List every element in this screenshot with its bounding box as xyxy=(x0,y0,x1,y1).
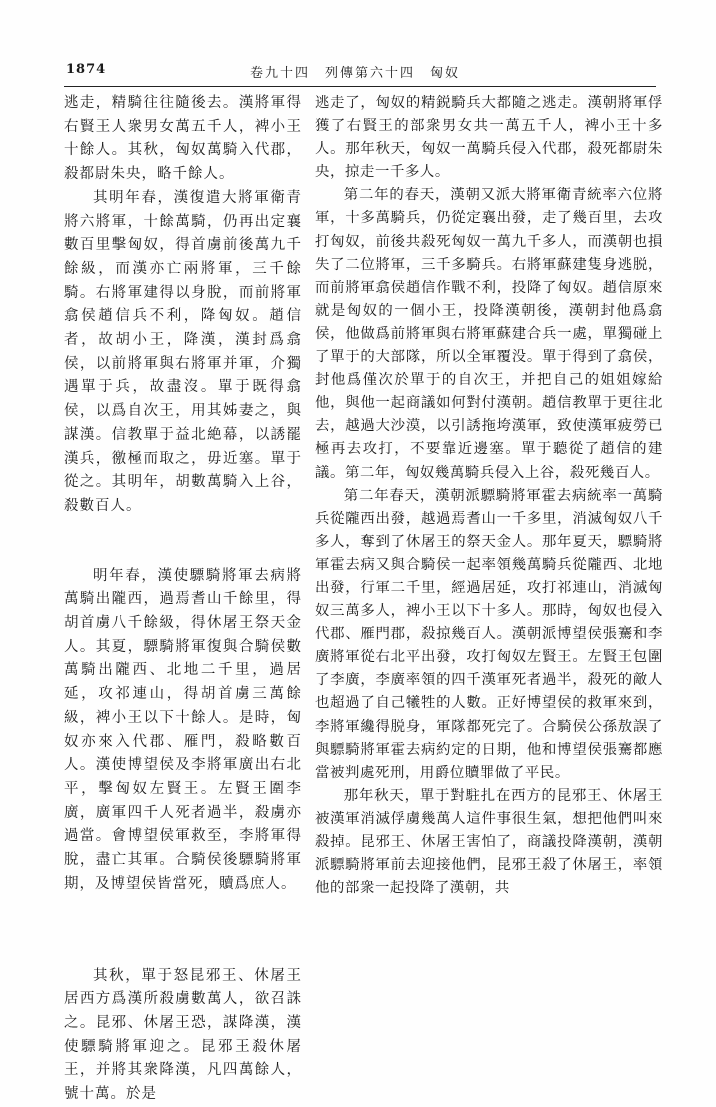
paragraph-gap xyxy=(64,897,302,965)
running-title: 卷九十四 列傳第六十四 匈奴 xyxy=(250,66,461,81)
header-rule xyxy=(64,86,656,87)
classical-paragraph: 逃走，精騎往往隨後去。漢將軍得右賢王人衆男女萬五千人，裨小王十餘人。其秋，匈奴萬騎入代郡，殺都尉朱央，略千餘人。 xyxy=(64,95,302,183)
page-header xyxy=(40,62,676,84)
translation-text-column xyxy=(315,92,663,900)
classical-paragraph: 其秋，單于怒昆邪王、休屠王居西方爲漢所殺虜數萬人，欲召誅之。昆邪、休屠王恐，謀降漢，漢使驃騎將軍迎之。昆邪王殺休屠王，并將其衆降漢，凡四萬餘人，號十萬。於是 xyxy=(64,967,302,1103)
translation-paragraph: 那年秋天，單于對駐扎在西方的昆邪王、休屠王被漢軍消滅俘虜幾萬人這件事很生氣，想把他們叫來殺掉。昆邪王、休屠王害怕了，商議投降漢朝，漢朝派驃騎將軍前去迎接他們，昆邪王殺了休屠王，率領他的部衆一起投降了漢朝，共 xyxy=(315,787,663,897)
paragraph-gap xyxy=(64,519,302,565)
classical-paragraph: 明年春，漢使驃騎將軍去病將萬騎出隴西，過焉耆山千餘里，得胡首虜八千餘級，得休屠王祭天金人。其夏，驃騎將軍復與合騎侯數萬騎出隴西、北地二千里，過居延，攻祁連山，得胡首虜三萬餘級，裨小王以下十餘人。是時，匈奴亦來入代郡、雁門，殺略數百人。漢使博望侯及李將軍廣出右北平，擊匈奴左賢王。左賢王圍李廣，廣軍四千人死者過半，殺虜亦過當。會博望侯軍救至，李將軍得脫，盡亡其軍。合騎侯後驃騎將軍期，及博望侯皆當死，贖爲庶人。 xyxy=(64,567,302,892)
classical-text-column xyxy=(64,92,302,1107)
translation-paragraph: 逃走了，匈奴的精鋭騎兵大都隨之逃走。漢朝將軍俘獲了右賢王的部衆男女共一萬五千人，裨小王十多人。那年秋天，匈奴一萬騎兵侵入代郡，殺死都尉朱央，掠走一千多人。 xyxy=(315,95,663,181)
translation-paragraph: 第二年的春天，漢朝又派大將軍衛青統率六位將軍，十多萬騎兵，仍從定襄出發，走了幾百里，去攻打匈奴，前後共殺死匈奴一萬九千多人，而漢朝也損失了二位將軍，三千多騎兵。右將軍蘇建隻身逃脱，而前將軍翕侯趙信作戰不利，投降了匈奴。趙信原來就是匈奴的一個小王，投降漢朝後，漢朝封他爲翕侯，他做爲前將軍與右將軍蘇建合兵一處，單獨碰上了單于的大部隊，所以全軍覆没。單于得到了翕侯，封他爲僅次於單于的自次王，并把自己的姐姐嫁給他，與他一起商議如何對付漢朝。趙信教單于更往北去，越過大沙漠，以引誘拖垮漢軍，致使漢軍疲勞已極再去攻打，不要靠近邊塞。單于聽從了趙信的建議。第二年，匈奴幾萬騎兵侵入上谷，殺死幾百人。 xyxy=(315,187,663,481)
translation-paragraph: 第二年春天，漢朝派驃騎將軍霍去病統率一萬騎兵從隴西出發，越過焉耆山一千多里，消滅匈奴八千多人，奪到了休屠王的祭天金人。那年夏天，驃騎將軍霍去病又與合騎侯一起率領幾萬騎兵從隴西、北地出發，行軍二千里，經過居延，攻打祁連山，消滅匈奴三萬多人，裨小王以下十多人。那時，匈奴也侵入代郡、雁門郡，殺掠幾百人。漢朝派博望侯張騫和李廣將軍從右北平出發，攻打匈奴左賢王。左賢王包圍了李廣，李廣率領的四千漢軍死者過半，殺死的敵人也超過了自己犧牲的人數。正好博望侯的救軍來到，李將軍纔得脱身，軍隊都死完了。合騎侯公孫敖誤了與驃騎將軍霍去病約定的日期，他和博望侯張騫都應當被判處死刑，用爵位贖罪做了平民。 xyxy=(315,487,663,781)
page-number: 1874 xyxy=(66,62,107,77)
classical-paragraph: 其明年春，漢復遣大將軍衛青將六將軍，十餘萬騎，仍再出定襄數百里擊匈奴，得首虜前後萬九千餘級，而漢亦亡兩將軍，三千餘騎。右將軍建得以身脫，而前將軍翕侯趙信兵不利，降匈奴。趙信者，故胡小王，降漢，漢封爲翕侯，以前將軍與右將軍并軍，介獨遇單于兵，故盡沒。單于既得翕侯，以爲自次王，用其姊妻之，與謀漢。信教單于益北絶幕，以誘罷漢兵，徼極而取之，毋近塞。單于從之。其明年，胡數萬騎入上谷，殺數百人。 xyxy=(64,189,302,514)
